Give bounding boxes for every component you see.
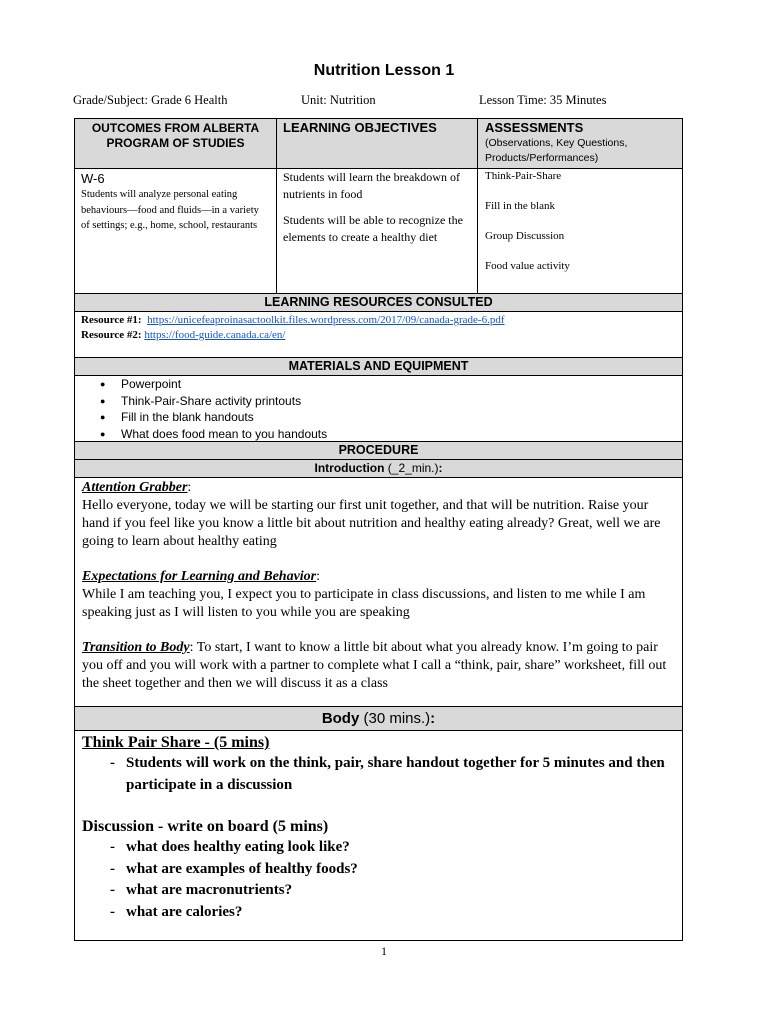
body-time: (30 mins.) xyxy=(359,710,431,727)
resources-header-bar xyxy=(74,293,683,312)
objectives-cell xyxy=(277,169,477,293)
page-number: 1 xyxy=(381,944,387,958)
expectations-heading xyxy=(82,568,675,586)
list-item: - Students will work on the think, pair, share handout together for 5 minutes and then participate in a discussion xyxy=(82,753,675,796)
outcome-code: W-6 xyxy=(81,171,105,186)
outcome-text: Students will analyze personal eating behaviours—food and fluids—in a variety of settings; e.g., home, school, restaurants xyxy=(81,189,259,231)
resources-header: LEARNING RESOURCES CONSULTED xyxy=(264,295,493,309)
list-item: ● Fill in the blank handouts xyxy=(75,409,682,426)
assessments-header: ASSESSMENTS xyxy=(485,120,584,135)
resource-2-label: Resource #2: xyxy=(81,329,142,341)
expectations-label: Expectations for Learning and Behavior xyxy=(82,569,317,584)
list-item: - what are examples of healthy foods? xyxy=(82,859,675,881)
materials-header: MATERIALS AND EQUIPMENT xyxy=(288,359,469,373)
assessment-4: Food value activity xyxy=(485,260,570,272)
transition-text: : To start, I want to know a little bit about what you already know. I’m going to pair you off and you will work with a partner to complete what I call a “think, pair, share” worksheet, fill out the sheet together and then we will discuss it as a class xyxy=(82,640,667,691)
transition-paragraph xyxy=(82,639,675,693)
assessments-cell xyxy=(478,169,682,293)
attention-colon: : xyxy=(187,480,192,495)
expectations-colon: : xyxy=(316,569,321,584)
procedure-header-bar xyxy=(74,441,683,460)
outcome-cell xyxy=(75,169,276,293)
expectations-text: While I am teaching you, I expect you to participate in class discussions, and listen to me while I am speaking just as I will listen to you while you are speaking xyxy=(82,587,646,620)
body-bar xyxy=(74,706,683,731)
procedure-header: PROCEDURE xyxy=(338,443,419,457)
resource-2 xyxy=(81,328,676,343)
transition-label: Transition to Body xyxy=(82,640,190,655)
introduction-heading xyxy=(75,460,682,477)
table-content-row xyxy=(74,168,683,294)
materials-header-bar xyxy=(74,357,683,376)
introduction-label: Introduction xyxy=(314,461,385,475)
resources-box xyxy=(74,311,683,358)
list-item: ● What does food mean to you handouts xyxy=(75,426,682,443)
list-item: ● Powerpoint xyxy=(75,376,682,393)
resource-2-link[interactable]: https://food-guide.canada.ca/en/ xyxy=(144,329,286,341)
materials-box xyxy=(74,375,683,442)
introduction-time: (_2_min.) xyxy=(384,461,439,475)
lesson-title: Nutrition Lesson 1 xyxy=(313,62,455,79)
assessment-1: Think-Pair-Share xyxy=(485,170,562,182)
introduction-colon: : xyxy=(438,461,443,475)
materials-list xyxy=(75,376,682,442)
list-item: - what are macronutrients? xyxy=(82,880,675,902)
grade-subject: Grade/Subject: Grade 6 Health xyxy=(73,93,228,107)
assessment-3: Group Discussion xyxy=(485,230,565,242)
introduction-box xyxy=(74,477,683,707)
list-item: - what are calories? xyxy=(82,902,675,924)
attention-label: Attention Grabber xyxy=(82,480,188,495)
list-item: ● Think-Pair-Share activity printouts xyxy=(75,393,682,410)
assessment-2: Fill in the blank xyxy=(485,200,555,212)
think-pair-share-list xyxy=(82,753,675,796)
assessments-subheader: (Observations, Key Questions, Products/Performances) xyxy=(485,137,628,164)
objectives-header: LEARNING OBJECTIVES xyxy=(283,120,437,135)
unit: Unit: Nutrition xyxy=(301,93,376,107)
think-pair-share-title: Think Pair Share - (5 mins) xyxy=(82,734,270,751)
outcomes-header: OUTCOMES FROM ALBERTA PROGRAM OF STUDIES xyxy=(91,121,260,150)
resource-1-link[interactable]: https://unicefeaproinasactoolkit.files.wordpress.com/2017/09/canada-grade-6.pdf xyxy=(147,314,505,326)
list-item: - what does healthy eating look like? xyxy=(82,837,675,859)
attention-heading xyxy=(82,479,675,497)
resource-1 xyxy=(81,313,676,328)
body-label: Body xyxy=(321,710,360,727)
body-colon: : xyxy=(430,710,436,727)
objective-2: Students will be able to recognize the elements to create a healthy diet xyxy=(283,213,463,244)
discussion-title: Discussion - write on board (5 mins) xyxy=(82,818,329,835)
objective-1: Students will learn the breakdown of nutrients in food xyxy=(283,170,460,201)
introduction-bar xyxy=(74,459,683,478)
table-header-row xyxy=(74,118,683,169)
resource-1-label: Resource #1: xyxy=(81,314,142,326)
body-box xyxy=(74,730,683,941)
outcomes-header-cell xyxy=(75,119,276,168)
assessments-header-cell xyxy=(478,119,682,168)
body-heading xyxy=(75,707,682,730)
discussion-list xyxy=(82,837,675,923)
objectives-header-cell xyxy=(277,119,477,168)
lesson-time: Lesson Time: 35 Minutes xyxy=(479,93,607,107)
attention-text: Hello everyone, today we will be starting our first unit together, and that will be nutrition. Raise your hand if you feel like you know a little bit about nutrition and healthy eating already? Great, well we are going to learn about healthy eating xyxy=(82,498,661,549)
